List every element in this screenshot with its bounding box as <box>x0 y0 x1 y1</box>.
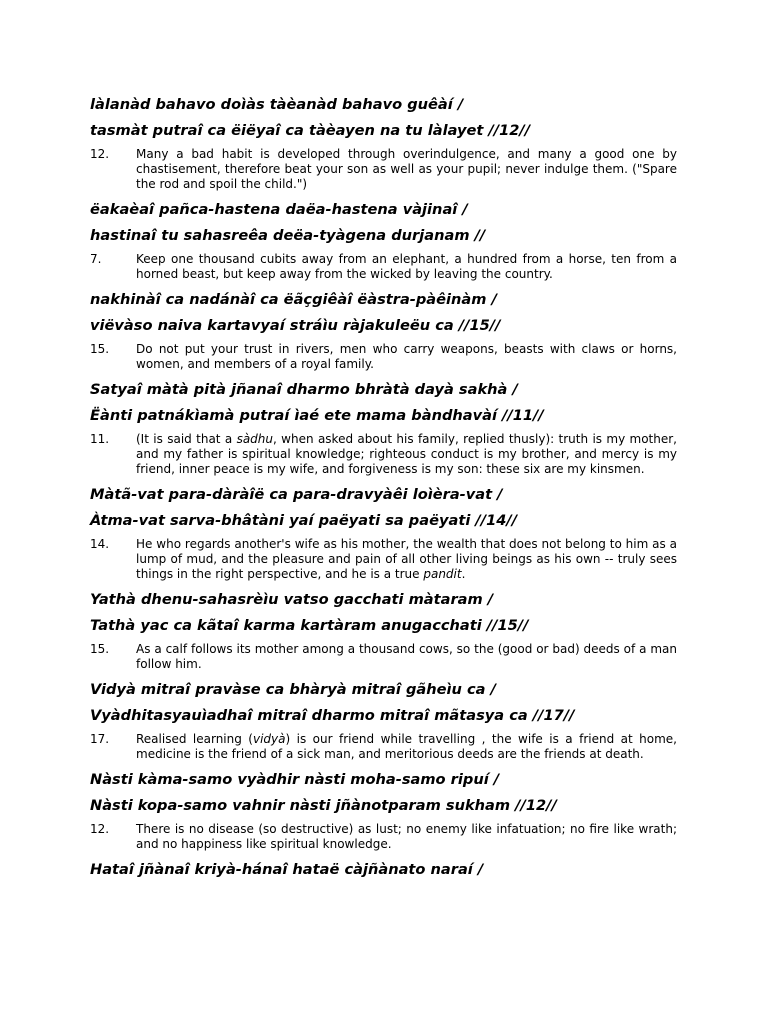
verse-line: ëakaèaî pañca-hastena daëa-hastena vàjinaî / <box>90 201 468 218</box>
text-part: , when asked about his family, replied thusly): truth is my mother, and my father is spiritual knowledge; righteous conduct is my brother, and mercy is my friend, inner peace is my wife, and forgiveness is my son: these six are my kinsmen. <box>136 432 678 476</box>
verse-number: 12. <box>90 147 110 161</box>
translation <box>90 432 677 477</box>
translation-text: As a calf follows its mother among a thousand cows, so the (good or bad) deeds of a man follow him. <box>136 642 677 671</box>
translation-text: Do not put your trust in rivers, men who carry weapons, beasts with claws or horns, women, and members of a royal family. <box>136 342 677 371</box>
translation <box>90 732 677 762</box>
verse-line: Nàsti kàma-samo vyàdhir nàsti moha-samo ripuí / <box>90 771 500 788</box>
text-part: Realised learning ( <box>136 732 253 746</box>
entry-1 <box>90 95 677 192</box>
entry-6 <box>90 590 677 672</box>
verse-line: Vidyà mitraî pravàse ca bhàryà mitraî gãheìu ca / <box>90 681 496 698</box>
verse-line: tasmàt putraî ca ëiëyaî ca tàèayen na tu làlayet //12// <box>90 122 531 139</box>
verse-line: Àtma-vat sarva-bhâtàni yaí paëyati sa paëyati //14// <box>90 512 518 529</box>
entry-8 <box>90 770 677 852</box>
verse-line: Yathà dhenu-sahasrèìu vatso gacchati màtaram / <box>90 591 494 608</box>
italic-term: pandit <box>423 567 462 581</box>
entry-5 <box>90 485 677 582</box>
verse-number: 15. <box>90 342 110 356</box>
entry-3 <box>90 290 677 372</box>
translation <box>90 342 677 372</box>
verse-line: Vyàdhitasyauìadhaî mitraî dharmo mitraî mãtasya ca //17// <box>90 707 575 724</box>
italic-term: vidyà <box>253 732 286 746</box>
translation <box>90 537 677 582</box>
text-part: ) is our friend while travelling , the wife is a friend at home, medicine is the friend of a sick man, and meritorious deeds are the friends at death. <box>136 732 677 761</box>
verse-number: 15. <box>90 642 110 656</box>
verse-number: 7. <box>90 252 102 266</box>
verse-line-final: Hataî jñànaî kriyà-hánaî hataë càjñànato naraí / <box>90 861 484 878</box>
verse-line: hastinaî tu sahasreêa deëa-tyàgena durjanam // <box>90 227 486 244</box>
text-part: (It is said that a <box>136 432 237 446</box>
verse-number: 17. <box>90 732 110 746</box>
verse-number: 14. <box>90 537 110 551</box>
translation <box>90 822 677 852</box>
translation-text <box>136 732 677 762</box>
verse-line: viëvàso naiva kartavyaí stráìu ràjakuleëu ca //15// <box>90 317 501 334</box>
translation <box>90 642 677 672</box>
translation-text <box>136 537 677 582</box>
text-part: He who regards another's wife as his mother, the wealth that does not belong to him as a lump of mud, and the pleasure and pain of all other living beings as his own -- truly sees things in the right perspective, and he is a true <box>136 537 677 581</box>
text-part: . <box>461 567 466 581</box>
italic-term: sàdhu <box>236 432 274 446</box>
entry-4 <box>90 380 677 477</box>
verse-line: Satyaî màtà pità jñanaî dharmo bhràtà dayà sakhà / <box>90 381 518 398</box>
verse-line: làlanàd bahavo doìàs tàèanàd bahavo guêàí / <box>90 96 464 113</box>
verse-line: Tathà yac ca kãtaî karma kartàram anugacchati //15// <box>90 617 529 634</box>
verse-number: 12. <box>90 822 110 836</box>
entry-7 <box>90 680 677 762</box>
translation-text: Many a bad habit is developed through overindulgence, and many a good one by chastisement, therefore beat your son as well as your pupil; never indulge them. ("Spare the rod and spoil the child.") <box>136 147 677 191</box>
document-page <box>90 95 677 886</box>
verse-number: 11. <box>90 432 110 446</box>
translation-text: Keep one thousand cubits away from an elephant, a hundred from a horse, ten from a horned beast, but keep away from the wicked by leaving the country. <box>136 252 677 281</box>
translation <box>90 147 677 192</box>
verse-line: Màtã-vat para-dàràîë ca para-dravyàêi loìèra-vat / <box>90 486 503 503</box>
translation <box>90 252 677 282</box>
verse-line: nakhinàî ca nadánàî ca ëãçgiêàî ëàstra-pàêinàm / <box>90 291 497 308</box>
verse-line: Nàsti kopa-samo vahnir nàsti jñànotparam sukham //12// <box>90 797 557 814</box>
translation-text: There is no disease (so destructive) as lust; no enemy like infatuation; no fire like wrath; and no happiness like spiritual knowledge. <box>136 822 677 851</box>
entry-2 <box>90 200 677 282</box>
verse-line: Ëànti patnákìamà putraí ìaé ete mama bàndhavàí //11// <box>90 407 544 424</box>
translation-text <box>136 432 677 477</box>
